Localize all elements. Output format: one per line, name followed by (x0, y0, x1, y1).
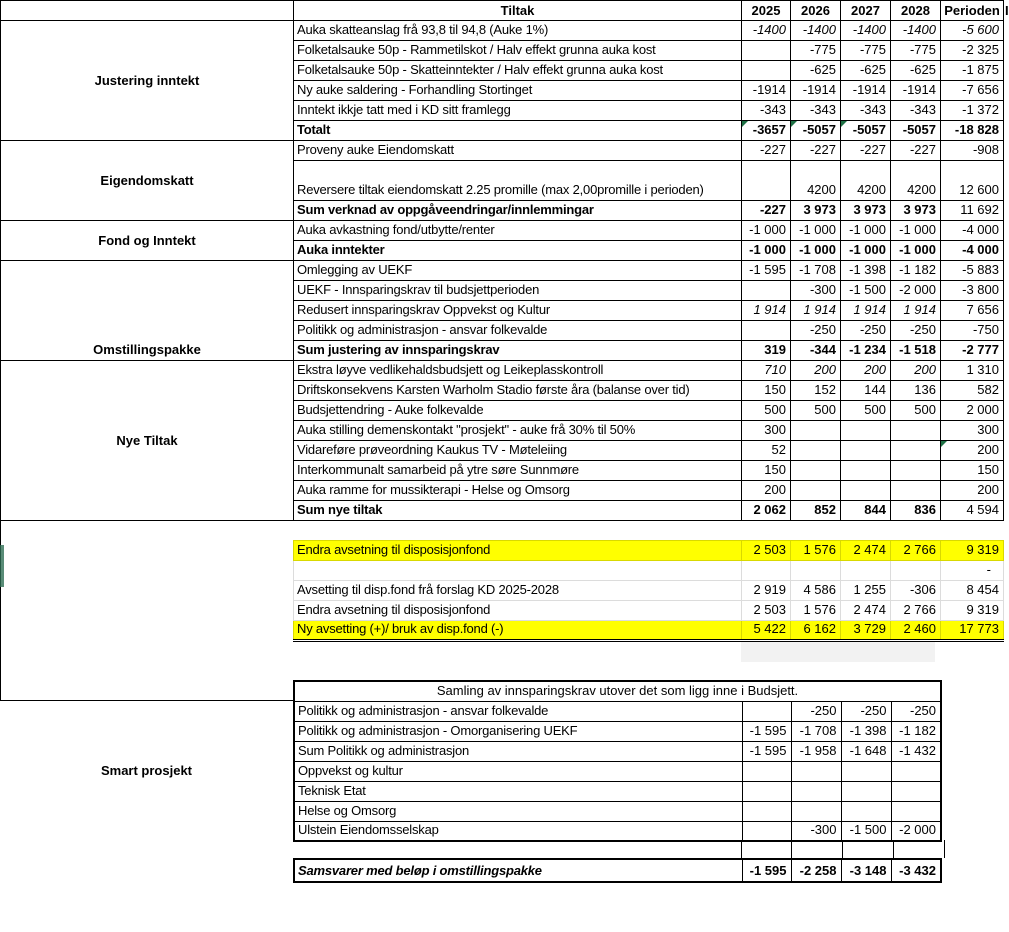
value-cell[interactable]: -3 148 (841, 859, 891, 882)
value-cell[interactable]: 4 586 (791, 581, 841, 601)
value-cell[interactable]: -2 325 (941, 41, 1004, 61)
value-cell[interactable]: 200 (891, 361, 941, 381)
value-cell[interactable] (742, 801, 791, 821)
connector-cell (893, 840, 945, 858)
value-cell[interactable] (791, 441, 841, 461)
value-cell[interactable]: -5057 (891, 121, 941, 141)
row-label[interactable]: Avsetting til disp.fond frå forslag KD 2025-2028 (294, 581, 742, 601)
row-label[interactable]: Vidareføre prøveordning Kaukus TV - Møteleiing (294, 441, 742, 461)
value-cell[interactable]: 136 (891, 381, 941, 401)
value-cell[interactable] (791, 781, 841, 801)
connector-cells (741, 840, 945, 858)
value-cell[interactable]: -1 500 (841, 281, 891, 301)
value-cell[interactable]: 11 692 (941, 201, 1004, 221)
value-cell[interactable] (791, 761, 841, 781)
value-cell[interactable]: -250 (791, 321, 841, 341)
table-row (294, 601, 1004, 621)
value-cell[interactable]: 2 474 (841, 541, 891, 561)
value-cell[interactable] (742, 321, 791, 341)
value-cell[interactable]: 4 594 (941, 501, 1004, 521)
value-cell[interactable]: 2 919 (742, 581, 791, 601)
value-cell[interactable]: 52 (742, 441, 791, 461)
samsvarer-table (293, 858, 942, 883)
value-cell[interactable]: -4 000 (941, 221, 1004, 241)
table-row (294, 621, 1004, 641)
section-label[interactable]: Eigendomskatt (1, 141, 294, 221)
value-cell[interactable]: 844 (841, 501, 891, 521)
connector-cell (791, 840, 842, 858)
table-row (294, 701, 941, 721)
table-row (294, 561, 1004, 581)
value-cell[interactable] (841, 441, 891, 461)
value-cell[interactable]: 582 (941, 381, 1004, 401)
left-accent-bar (0, 545, 4, 587)
left-column-tail (0, 520, 294, 701)
value-cell[interactable]: -227 (791, 141, 841, 161)
value-cell[interactable]: -1914 (742, 81, 791, 101)
value-cell[interactable]: 200 (841, 361, 891, 381)
value-cell[interactable]: -1 000 (742, 221, 791, 241)
row-label[interactable]: Politikk og administrasjon - ansvar folkevalde (294, 321, 742, 341)
value-cell[interactable]: 200 (941, 441, 1004, 461)
row-label[interactable]: Totalt (294, 121, 742, 141)
table-row (1, 221, 1004, 241)
value-cell[interactable]: -250 (841, 701, 891, 721)
value-cell[interactable] (841, 761, 891, 781)
value-cell[interactable]: -1 000 (791, 241, 841, 261)
connector-cell (842, 840, 893, 858)
row-label[interactable]: Auka avkastning fond/utbytte/renter (294, 221, 742, 241)
value-cell[interactable]: -1400 (791, 21, 841, 41)
value-cell[interactable]: -250 (891, 701, 941, 721)
value-cell[interactable]: -1 595 (742, 859, 791, 882)
value-cell[interactable]: -1 518 (891, 341, 941, 361)
value-cell[interactable]: -1400 (891, 21, 941, 41)
table-row (294, 541, 1004, 561)
value-cell[interactable]: -1914 (891, 81, 941, 101)
row-label[interactable]: Folketalsauke 50p - Skatteinntekter / Halv effekt grunna auka kost (294, 61, 742, 81)
value-cell[interactable]: 6 162 (791, 621, 841, 641)
row-label[interactable]: Auka ramme for mussikterapi - Helse og Omsorg (294, 481, 742, 501)
value-cell[interactable]: 2 766 (891, 601, 941, 621)
value-cell[interactable]: 1 576 (791, 601, 841, 621)
row-label[interactable]: Proveny auke Eiendomskatt (294, 141, 742, 161)
row-label[interactable]: Folketalsauke 50p - Rammetilskot / Halv effekt grunna auka kost (294, 41, 742, 61)
section-label[interactable]: Fond og Inntekt (1, 221, 294, 261)
header-perioden[interactable]: Perioden (941, 1, 1004, 21)
value-cell[interactable]: 2 503 (742, 601, 791, 621)
disposisjonfond-table (293, 540, 1004, 642)
value-cell[interactable] (791, 421, 841, 441)
value-cell[interactable]: -1 875 (941, 61, 1004, 81)
row-label[interactable]: Politikk og administrasjon - Omorganisering UEKF (294, 721, 742, 741)
value-cell[interactable]: 1 576 (791, 541, 841, 561)
value-cell[interactable]: -306 (891, 581, 941, 601)
table-row (294, 801, 941, 821)
value-cell[interactable]: 9 319 (941, 601, 1004, 621)
value-cell[interactable]: -1 234 (841, 341, 891, 361)
value-cell[interactable] (841, 481, 891, 501)
value-cell[interactable]: -2 000 (891, 821, 941, 841)
row-label[interactable]: Driftskonsekvens Karsten Warholm Stadio første åra (balanse over tid) (294, 381, 742, 401)
row-label[interactable]: Ulstein Eiendomsselskap (294, 821, 742, 841)
value-cell[interactable]: -1400 (742, 21, 791, 41)
value-cell[interactable]: 144 (841, 381, 891, 401)
value-cell[interactable] (791, 561, 841, 581)
clipped-column-header: I (1005, 3, 1009, 18)
value-cell[interactable]: -250 (791, 701, 841, 721)
value-cell[interactable]: 500 (841, 401, 891, 421)
value-cell[interactable]: -250 (841, 321, 891, 341)
row-label[interactable]: Sum nye tiltak (294, 501, 742, 521)
value-cell[interactable]: 1 255 (841, 581, 891, 601)
table-row (294, 781, 941, 801)
row-label[interactable]: Oppvekst og kultur (294, 761, 742, 781)
value-cell[interactable]: 2 062 (742, 501, 791, 521)
value-cell[interactable]: -227 (891, 141, 941, 161)
value-cell[interactable] (742, 41, 791, 61)
value-cell[interactable]: 1 914 (791, 301, 841, 321)
value-cell[interactable]: -2 258 (791, 859, 841, 882)
value-cell[interactable]: 4200 (891, 161, 941, 201)
value-cell[interactable]: -250 (891, 321, 941, 341)
value-cell[interactable] (742, 761, 791, 781)
value-cell[interactable]: -7 656 (941, 81, 1004, 101)
row-label[interactable]: Inntekt ikkje tatt med i KD sitt framlegg (294, 101, 742, 121)
value-cell[interactable]: -2 777 (941, 341, 1004, 361)
value-cell[interactable]: -1 398 (841, 261, 891, 281)
value-cell[interactable]: -343 (891, 101, 941, 121)
value-cell[interactable]: -1 432 (891, 741, 941, 761)
value-cell[interactable] (891, 761, 941, 781)
value-cell[interactable]: -227 (742, 201, 791, 221)
value-cell[interactable]: -18 828 (941, 121, 1004, 141)
value-cell[interactable]: 500 (791, 401, 841, 421)
value-cell[interactable]: 150 (742, 461, 791, 481)
row-label[interactable]: Ny auke saldering - Forhandling Stortinget (294, 81, 742, 101)
value-cell[interactable]: -625 (791, 61, 841, 81)
row-label[interactable]: Redusert innsparingskrav Oppvekst og Kultur (294, 301, 742, 321)
value-cell[interactable]: 1 914 (841, 301, 891, 321)
value-cell[interactable]: 319 (742, 341, 791, 361)
value-cell[interactable] (791, 801, 841, 821)
value-cell[interactable] (742, 281, 791, 301)
connector-cell (741, 840, 791, 858)
value-cell[interactable]: 1 914 (891, 301, 941, 321)
row-label[interactable]: Auka inntekter (294, 241, 742, 261)
value-cell[interactable]: 200 (791, 361, 841, 381)
value-cell[interactable]: 12 600 (941, 161, 1004, 201)
value-cell[interactable]: -750 (941, 321, 1004, 341)
value-cell[interactable]: -5057 (791, 121, 841, 141)
row-label[interactable]: Sum verknad av oppgåveendringar/innlemmingar (294, 201, 742, 221)
value-cell[interactable]: -4 000 (941, 241, 1004, 261)
samsvarer-label[interactable]: Samsvarer med beløp i omstillingspakke (294, 859, 742, 882)
value-cell[interactable]: 2 474 (841, 601, 891, 621)
value-cell[interactable]: -5 600 (941, 21, 1004, 41)
value-cell[interactable]: 200 (941, 481, 1004, 501)
value-cell[interactable]: -1 000 (841, 221, 891, 241)
table-row (1, 261, 1004, 281)
value-cell[interactable]: -908 (941, 141, 1004, 161)
table-row (294, 721, 941, 741)
value-cell[interactable]: 1 310 (941, 361, 1004, 381)
table-row (1, 361, 1004, 381)
table-row (294, 581, 1004, 601)
value-cell[interactable]: -775 (891, 41, 941, 61)
value-cell[interactable]: 300 (742, 421, 791, 441)
value-cell[interactable]: -2 000 (891, 281, 941, 301)
value-cell[interactable]: -1 000 (891, 221, 941, 241)
value-cell[interactable]: -5 883 (941, 261, 1004, 281)
value-cell[interactable]: -1 595 (742, 261, 791, 281)
value-cell[interactable]: -1 595 (742, 721, 791, 741)
header-year-2025[interactable]: 2025 (742, 1, 791, 21)
row-label[interactable]: Helse og Omsorg (294, 801, 742, 821)
value-cell[interactable]: 3 729 (841, 621, 891, 641)
value-cell[interactable] (841, 421, 891, 441)
smart-table-title[interactable]: Samling av innsparingskrav utover det som ligg inne i Budsjett. (294, 681, 941, 701)
header-row (1, 1, 1004, 21)
value-cell[interactable] (742, 161, 791, 201)
value-cell[interactable]: -227 (841, 141, 891, 161)
value-cell[interactable]: -300 (791, 821, 841, 841)
header-empty-cell[interactable] (1, 1, 294, 21)
table-row (294, 821, 941, 841)
value-cell[interactable]: -775 (791, 41, 841, 61)
value-cell[interactable]: 300 (941, 421, 1004, 441)
value-cell[interactable] (891, 421, 941, 441)
value-cell[interactable]: 7 656 (941, 301, 1004, 321)
row-label[interactable]: Sum justering av innsparingskrav (294, 341, 742, 361)
value-cell[interactable] (742, 701, 791, 721)
value-cell[interactable]: - (941, 561, 1004, 581)
value-cell[interactable]: -1 000 (791, 221, 841, 241)
value-cell[interactable]: -343 (742, 101, 791, 121)
value-cell[interactable]: -1 372 (941, 101, 1004, 121)
row-label[interactable]: Ny avsetting (+)/ bruk av disp.fond (-) (294, 621, 742, 641)
value-cell[interactable]: 4200 (841, 161, 891, 201)
value-cell[interactable] (841, 801, 891, 821)
value-cell[interactable]: -3 800 (941, 281, 1004, 301)
row-label[interactable]: Endra avsetning til disposisjonfond (294, 601, 742, 621)
table-row (1, 21, 1004, 41)
value-cell[interactable]: 500 (742, 401, 791, 421)
value-cell[interactable]: 2 503 (742, 541, 791, 561)
value-cell[interactable]: -3657 (742, 121, 791, 141)
smart-prosjekt-table (293, 680, 942, 842)
value-cell[interactable]: -300 (791, 281, 841, 301)
value-cell[interactable]: -343 (841, 101, 891, 121)
section-label[interactable]: Nye Tiltak (1, 361, 294, 521)
value-cell[interactable] (891, 441, 941, 461)
value-cell[interactable] (742, 561, 791, 581)
row-label[interactable]: Politikk og administrasjon - ansvar folkevalde (294, 701, 742, 721)
value-cell[interactable]: -1 398 (841, 721, 891, 741)
value-cell[interactable]: -1 000 (742, 241, 791, 261)
value-cell[interactable]: -1 000 (841, 241, 891, 261)
value-cell[interactable]: -1 958 (791, 741, 841, 761)
value-cell[interactable]: 500 (891, 401, 941, 421)
value-cell[interactable] (891, 461, 941, 481)
value-cell[interactable]: 150 (742, 381, 791, 401)
value-cell[interactable]: -775 (841, 41, 891, 61)
value-cell[interactable]: 3 973 (791, 201, 841, 221)
header-year-2028[interactable]: 2028 (891, 1, 941, 21)
value-cell[interactable]: -1 595 (742, 741, 791, 761)
value-cell[interactable]: -5057 (841, 121, 891, 141)
header-tiltak[interactable]: Tiltak (294, 1, 742, 21)
value-cell[interactable]: 200 (742, 481, 791, 501)
value-cell[interactable]: -1 182 (891, 261, 941, 281)
value-cell[interactable]: 9 319 (941, 541, 1004, 561)
table-row (294, 761, 941, 781)
table-row (294, 741, 941, 761)
value-cell[interactable]: -625 (841, 61, 891, 81)
shaded-empty-cells (741, 642, 935, 662)
row-label[interactable]: Ekstra løyve vedlikehaldsbudsjett og Leikeplasskontroll (294, 361, 742, 381)
value-cell[interactable]: 1 914 (742, 301, 791, 321)
table-row (1, 141, 1004, 161)
value-cell[interactable]: 4200 (791, 161, 841, 201)
value-cell[interactable] (841, 461, 891, 481)
value-cell[interactable]: -3 432 (891, 859, 941, 882)
value-cell[interactable] (791, 461, 841, 481)
value-cell[interactable]: 3 973 (891, 201, 941, 221)
value-cell[interactable]: 2 000 (941, 401, 1004, 421)
value-cell[interactable]: 852 (791, 501, 841, 521)
value-cell[interactable] (841, 561, 891, 581)
header-year-2026[interactable]: 2026 (791, 1, 841, 21)
value-cell[interactable] (742, 781, 791, 801)
value-cell[interactable] (742, 821, 791, 841)
value-cell[interactable]: -625 (891, 61, 941, 81)
value-cell[interactable]: -1 000 (891, 241, 941, 261)
row-label[interactable]: Auka stilling demenskontakt "prosjekt" - auke frå 30% til 50% (294, 421, 742, 441)
value-cell[interactable]: 8 454 (941, 581, 1004, 601)
value-cell[interactable]: -1400 (841, 21, 891, 41)
row-label[interactable]: Omlegging av UEKF (294, 261, 742, 281)
value-cell[interactable]: -1 182 (891, 721, 941, 741)
value-cell[interactable]: -1914 (841, 81, 891, 101)
value-cell[interactable]: -343 (791, 101, 841, 121)
value-cell[interactable] (791, 481, 841, 501)
row-label[interactable]: Endra avsetning til disposisjonfond (294, 541, 742, 561)
value-cell[interactable]: 150 (941, 461, 1004, 481)
row-label[interactable]: UEKF - Innsparingskrav til budsjettperioden (294, 281, 742, 301)
row-label[interactable]: Interkommunalt samarbeid på ytre søre Sunnmøre (294, 461, 742, 481)
value-cell[interactable] (841, 781, 891, 801)
value-cell[interactable]: 5 422 (742, 621, 791, 641)
header-year-2027[interactable]: 2027 (841, 1, 891, 21)
value-cell[interactable]: -1 648 (841, 741, 891, 761)
value-cell[interactable]: 3 973 (841, 201, 891, 221)
section-label[interactable]: Justering inntekt (1, 21, 294, 141)
value-cell[interactable] (891, 561, 941, 581)
value-cell[interactable]: 2 766 (891, 541, 941, 561)
value-cell[interactable]: -1 708 (791, 261, 841, 281)
value-cell[interactable]: -227 (742, 141, 791, 161)
value-cell[interactable]: 17 773 (941, 621, 1004, 641)
value-cell[interactable] (891, 481, 941, 501)
row-label[interactable]: Teknisk Etat (294, 781, 742, 801)
value-cell[interactable]: -1 500 (841, 821, 891, 841)
smart-title-row (294, 681, 941, 701)
value-cell[interactable] (891, 781, 941, 801)
value-cell[interactable]: 2 460 (891, 621, 941, 641)
value-cell[interactable]: 710 (742, 361, 791, 381)
row-label[interactable]: Auka skatteanslag frå 93,8 til 94,8 (Auke 1%) (294, 21, 742, 41)
section-label-smart-prosjekt[interactable]: Smart prosjekt (100, 762, 193, 778)
row-label[interactable]: Reversere tiltak eiendomskatt 2.25 promille (max 2,00promille i perioden) (294, 161, 742, 201)
value-cell[interactable]: 836 (891, 501, 941, 521)
samsvarer-row (294, 859, 941, 882)
section-label[interactable]: Omstillingspakke (1, 261, 294, 361)
row-label[interactable] (294, 561, 742, 581)
row-label[interactable]: Budsjettendring - Auke folkevalde (294, 401, 742, 421)
value-cell[interactable]: -1 708 (791, 721, 841, 741)
value-cell[interactable] (742, 61, 791, 81)
value-cell[interactable]: -344 (791, 341, 841, 361)
row-label[interactable]: Sum Politikk og administrasjon (294, 741, 742, 761)
value-cell[interactable]: 152 (791, 381, 841, 401)
value-cell[interactable]: -1914 (791, 81, 841, 101)
value-cell[interactable] (891, 801, 941, 821)
